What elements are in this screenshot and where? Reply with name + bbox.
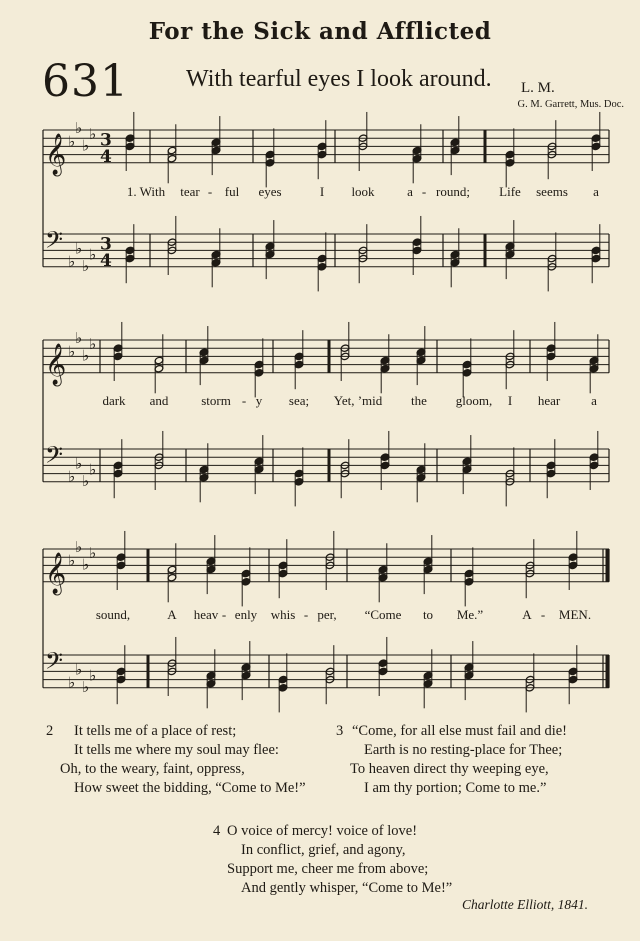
stanza-number: 4 xyxy=(213,823,221,839)
lyric-syllable: tear xyxy=(180,184,200,199)
flat-icon: ♭ xyxy=(89,460,97,479)
flat-icon: ♭ xyxy=(75,538,83,557)
lyric-syllable: MEN. xyxy=(558,607,592,622)
lyric-syllable: hear xyxy=(537,393,561,408)
lyric-syllable: a xyxy=(591,393,597,408)
verse-line: Earth is no resting-place for Thee; xyxy=(364,742,563,758)
stanza-number: 2 xyxy=(46,723,54,739)
verse-line: It tells me where my soul may flee: xyxy=(74,742,279,758)
flat-icon: ♭ xyxy=(82,471,90,490)
flat-icon: ♭ xyxy=(68,252,76,271)
lyric-syllable: - xyxy=(540,607,546,622)
flat-icon: ♭ xyxy=(75,660,83,679)
section-title: For the Sick and Afflicted xyxy=(148,18,492,45)
verse-line: And gently whisper, “Come to Me!” xyxy=(241,880,453,896)
lyric-syllable: round; xyxy=(436,184,470,199)
flat-icon: ♭ xyxy=(68,132,76,151)
flat-icon: ♭ xyxy=(68,673,76,692)
author-year: 1841. xyxy=(557,897,588,912)
lyric-syllable: and xyxy=(149,393,169,408)
lyric-syllable: y xyxy=(255,393,263,408)
flat-icon: ♭ xyxy=(68,342,76,361)
lyric-syllable: ful xyxy=(224,184,240,199)
lyric-line-3 xyxy=(0,607,640,625)
bass-clef-icon: 𝄢 xyxy=(45,441,64,475)
verse-line: To heaven direct thy weeping eye, xyxy=(350,761,549,777)
flat-icon: ♭ xyxy=(82,677,90,696)
bass-clef-icon: 𝄢 xyxy=(45,647,64,681)
flat-icon: ♭ xyxy=(82,555,90,574)
verse-line: How sweet the bidding, “Come to Me!” xyxy=(74,780,306,796)
flat-icon: ♭ xyxy=(68,467,76,486)
stanza-number: 3 xyxy=(336,723,344,739)
lyric-syllable: - xyxy=(303,607,309,622)
verse-line: O voice of mercy! voice of love! xyxy=(227,823,418,839)
author-name: Charlotte Elliott, xyxy=(461,897,555,912)
lyric-syllable: whis xyxy=(270,607,296,622)
flat-icon: ♭ xyxy=(89,245,97,264)
flat-icon: ♭ xyxy=(82,136,90,155)
lyric-syllable: to xyxy=(422,607,434,622)
treble-clef-icon: 𝄞 xyxy=(45,343,67,385)
lyric-syllable: Me.” xyxy=(456,607,484,622)
lyric-syllable: - xyxy=(221,607,227,622)
verse-line: “Come, for all else must fail and die! xyxy=(352,723,568,739)
treble-clef-icon: 𝄞 xyxy=(45,133,67,175)
lyric-syllable: seems xyxy=(536,184,568,199)
lyric-syllable: 1. With xyxy=(126,184,166,199)
verse-line: I am thy portion; Come to me.” xyxy=(364,780,547,796)
time-signature-digit: 3 xyxy=(100,234,112,255)
author-credit xyxy=(462,897,588,913)
lyric-syllable: heav xyxy=(193,607,219,622)
lyric-syllable: Life xyxy=(499,184,521,199)
flat-icon: ♭ xyxy=(82,346,90,365)
verse-line: Oh, to the weary, faint, oppress, xyxy=(60,761,245,777)
time-signature-digit: 3 xyxy=(100,130,112,151)
flat-icon: ♭ xyxy=(75,239,83,258)
hymn-number: 631 xyxy=(42,56,129,107)
lyric-syllable: A xyxy=(167,607,177,622)
flat-icon: ♭ xyxy=(89,543,97,562)
flat-icon: ♭ xyxy=(89,666,97,685)
lyric-syllable: - xyxy=(241,393,247,408)
lyric-syllable: “Come xyxy=(364,607,402,622)
composer-credit: G. M. Garrett, Mus. Doc. xyxy=(517,99,624,110)
lyric-line-1 xyxy=(0,184,640,202)
flat-icon: ♭ xyxy=(68,551,76,570)
stanza-4 xyxy=(213,822,453,898)
flat-icon: ♭ xyxy=(75,119,83,138)
lyric-syllable: look xyxy=(351,184,375,199)
flat-icon: ♭ xyxy=(75,329,83,348)
treble-clef-icon: 𝄞 xyxy=(45,552,67,594)
lyric-syllable: I xyxy=(507,393,513,408)
lyric-syllable: enly xyxy=(234,607,258,622)
flat-icon: ♭ xyxy=(89,334,97,353)
lyric-line-2 xyxy=(0,393,640,411)
stanza-2 xyxy=(46,722,306,798)
time-signature-digit: 4 xyxy=(100,250,112,271)
lyric-syllable: a xyxy=(593,184,599,199)
meter-label: L. M. xyxy=(521,80,555,96)
verse-line: Support me, cheer me from above; xyxy=(227,861,429,877)
lyric-syllable: the xyxy=(411,393,427,408)
flat-icon: ♭ xyxy=(75,454,83,473)
bass-clef-icon: 𝄢 xyxy=(45,226,64,260)
lyric-syllable: eyes xyxy=(258,184,282,199)
verse-line: It tells me of a place of rest; xyxy=(74,723,237,739)
stanza-3 xyxy=(336,722,568,798)
lyric-syllable: sea; xyxy=(288,393,310,408)
lyric-syllable: - xyxy=(207,184,213,199)
time-signature-digit: 4 xyxy=(100,146,112,167)
lyric-syllable: storm xyxy=(201,393,231,408)
flat-icon: ♭ xyxy=(82,256,90,275)
lyric-syllable: dark xyxy=(102,393,126,408)
lyric-syllable: sound, xyxy=(95,607,131,622)
lyric-syllable: gloom, xyxy=(455,393,493,408)
lyric-syllable: a xyxy=(407,184,413,199)
hymn-title: With tearful eyes I look around. xyxy=(186,66,492,92)
lyric-syllable: I xyxy=(319,184,325,199)
verse-line: In conflict, grief, and agony, xyxy=(241,842,406,858)
lyric-syllable: A xyxy=(522,607,532,622)
lyric-syllable: per, xyxy=(317,607,337,622)
flat-icon: ♭ xyxy=(89,124,97,143)
lyric-syllable: - xyxy=(421,184,427,199)
lyric-syllable: Yet, ’mid xyxy=(333,393,383,408)
